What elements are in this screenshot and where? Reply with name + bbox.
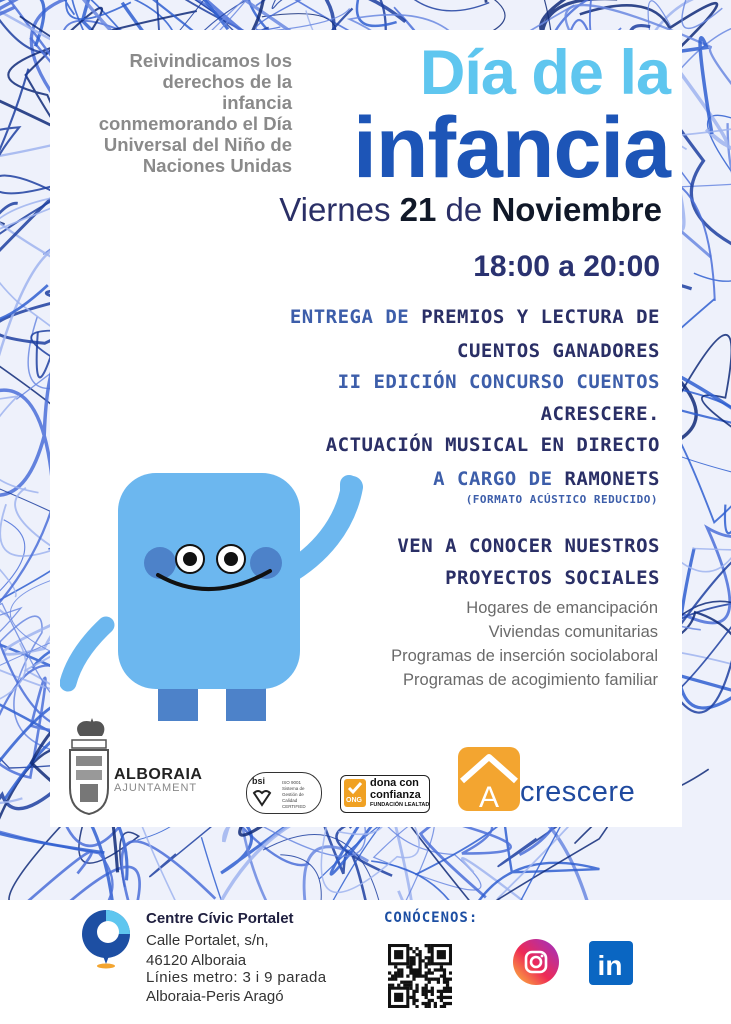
qr-module <box>449 990 452 993</box>
qr-module <box>412 959 415 962</box>
qr-module <box>394 950 403 959</box>
qr-module <box>406 984 409 987</box>
qr-module <box>449 996 452 999</box>
ong-title: dona con confianza <box>370 777 421 801</box>
qr-module <box>415 974 418 977</box>
qr-module <box>418 959 421 962</box>
qr-module <box>443 990 446 993</box>
qr-module <box>412 1002 415 1005</box>
qr-module <box>428 1002 431 1005</box>
qr-module <box>428 959 431 962</box>
scribble-stroke <box>678 335 731 502</box>
qr-module <box>449 971 452 974</box>
venue-name: Centre Cívic Portalet <box>146 910 294 927</box>
qr-module <box>391 974 394 977</box>
qr-module <box>422 1002 425 1005</box>
date-connector: de <box>436 191 492 228</box>
qr-module <box>418 971 421 974</box>
project-item: Viviendas comunitarias <box>488 623 658 641</box>
location-pin-icon <box>78 908 134 970</box>
date-day: 21 <box>399 191 437 228</box>
qr-module <box>409 965 412 968</box>
qr-module <box>397 971 400 974</box>
qr-module <box>443 978 446 981</box>
qr-module <box>412 956 415 959</box>
qr-module <box>415 953 418 956</box>
qr-module <box>434 968 437 971</box>
qr-module <box>422 987 425 990</box>
qr-module <box>422 974 425 977</box>
qr-module <box>428 978 431 981</box>
qr-module <box>443 974 446 977</box>
qr-module <box>425 971 428 974</box>
qr-module <box>412 996 415 999</box>
qr-module <box>431 987 434 990</box>
qr-module <box>425 993 428 996</box>
acrescere-letter: A <box>478 781 500 813</box>
qr-module <box>391 984 394 987</box>
qr-module <box>425 974 428 977</box>
qr-module <box>440 999 443 1002</box>
qr-module <box>443 981 446 984</box>
qr-module <box>418 962 421 965</box>
event-date <box>200 188 662 232</box>
qr-module <box>443 971 446 974</box>
intro-line: Naciones Unidas <box>142 155 292 176</box>
qr-module <box>443 996 446 999</box>
intro-line: Universal del Niño de <box>103 134 292 155</box>
qr-module <box>449 1002 452 1005</box>
qr-module <box>406 981 409 984</box>
qr-module <box>409 956 412 959</box>
qr-module <box>409 984 412 987</box>
venue-metro-stop: Alboraia-Peris Aragó <box>146 988 284 1005</box>
qr-module <box>412 999 415 1002</box>
qr-module <box>428 962 431 965</box>
qr-module <box>388 984 391 987</box>
qr-module <box>428 944 431 947</box>
qr-module <box>403 981 406 984</box>
awards-text: Y LECTURA DE <box>504 306 660 328</box>
awards-text: CUENTOS GANADORES <box>457 340 660 362</box>
qr-module <box>388 971 391 974</box>
qr-module <box>446 981 449 984</box>
projects-heading-line: VEN A CONOCER NUESTROS <box>397 535 660 557</box>
qr-module <box>397 984 400 987</box>
qr-module <box>422 990 425 993</box>
qr-module <box>394 965 397 968</box>
contest-text: II EDICIÓN CONCURSO CUENTOS <box>337 371 660 393</box>
music-band: RAMONETS <box>564 468 660 490</box>
venue-address: Calle Portalet, s/n, <box>146 932 269 949</box>
qr-module <box>415 984 418 987</box>
awards-text-strong: PREMIOS <box>421 306 505 328</box>
event-contest <box>250 366 660 430</box>
kitemark-icon <box>252 787 272 807</box>
qr-module <box>437 978 440 981</box>
qr-module <box>415 947 418 950</box>
ong-badge-label: ONG <box>346 797 362 804</box>
qr-module <box>394 971 397 974</box>
qr-module <box>418 956 421 959</box>
alboraia-subtitle: AJUNTAMENT <box>114 782 198 794</box>
intro-line: infancia <box>222 92 292 113</box>
qr-module <box>425 962 428 965</box>
qr-module <box>400 981 403 984</box>
ong-subtitle: FUNDACIÓN LEALTAD <box>370 802 430 808</box>
qr-module <box>415 999 418 1002</box>
qr-module <box>431 971 434 974</box>
qr-module <box>422 993 425 996</box>
qr-module <box>418 965 421 968</box>
qr-module <box>425 990 428 993</box>
date-weekday: Viernes <box>279 191 400 228</box>
qr-module <box>440 996 443 999</box>
date-month: Noviembre <box>491 191 662 228</box>
qr-module <box>425 978 428 981</box>
acrescere-name: crescere <box>520 776 636 808</box>
qr-module <box>400 968 403 971</box>
qr-module <box>394 993 403 1002</box>
music-text: ACTUACIÓN MUSICAL EN DIRECTO <box>325 434 660 456</box>
qr-module <box>434 1002 437 1005</box>
instagram-icon[interactable] <box>512 938 560 986</box>
intro-line: conmemorando el Día <box>98 113 292 134</box>
qr-module <box>425 956 428 959</box>
qr-module <box>406 965 409 968</box>
qr-module <box>425 965 428 968</box>
qr-module <box>394 978 397 981</box>
project-item: Programas de acogimiento familiar <box>403 671 658 689</box>
qr-module <box>412 962 415 965</box>
qr-module <box>434 978 437 981</box>
awards-text: ENTREGA DE <box>289 306 422 328</box>
qr-module <box>409 996 412 999</box>
linkedin-label: in <box>597 950 623 981</box>
qr-module <box>437 968 440 971</box>
qr-module <box>412 950 415 953</box>
qr-module <box>415 987 418 990</box>
qr-module <box>446 978 449 981</box>
qr-module <box>409 968 412 971</box>
check-icon <box>347 781 363 795</box>
qr-module <box>409 962 412 965</box>
qr-module <box>409 981 412 984</box>
qr-module <box>443 1005 446 1008</box>
qr-module <box>443 987 446 990</box>
mascot-illustration <box>60 465 370 727</box>
qr-module <box>412 971 415 974</box>
qr-module <box>431 978 434 981</box>
qr-module <box>422 959 425 962</box>
venue-address: 46120 Alboraia <box>146 952 247 969</box>
qr-module <box>440 993 443 996</box>
qr-module <box>415 968 418 971</box>
qr-module <box>428 971 431 974</box>
qr-module <box>418 974 421 977</box>
qr-module <box>409 947 412 950</box>
qr-module <box>431 990 434 993</box>
qr-module <box>428 968 431 971</box>
qr-module <box>394 974 397 977</box>
alboraia-name: ALBORAIA <box>114 766 203 783</box>
qr-module <box>397 974 400 977</box>
qr-module <box>428 981 431 984</box>
qr-module <box>440 990 443 993</box>
bsi-certification: ISO 9001 Sistema de Gestión de Calidad CERTIFIED <box>282 780 306 809</box>
linkedin-icon[interactable] <box>589 941 635 987</box>
qr-module <box>406 974 409 977</box>
qr-module <box>443 1002 446 1005</box>
qr-module <box>412 990 415 993</box>
qr-module <box>415 990 418 993</box>
qr-module <box>415 1005 418 1008</box>
project-item: Hogares de emancipación <box>466 599 658 617</box>
qr-module <box>400 971 403 974</box>
title-line-1: Día de la <box>419 38 670 108</box>
acrescere-house-icon <box>456 745 522 813</box>
qr-module <box>431 993 434 996</box>
qr-module <box>431 999 434 1002</box>
music-note: (FORMATO ACÚSTICO REDUCIDO) <box>465 493 658 506</box>
qr-module <box>428 947 431 950</box>
qr-module <box>409 959 412 962</box>
projects-heading-line: PROYECTOS SOCIALES <box>445 567 660 589</box>
qr-module <box>437 996 440 999</box>
conocenos-label: CONÓCENOS: <box>384 910 479 926</box>
scribble-stroke <box>329 0 489 11</box>
bsi-label: bsi <box>252 776 266 786</box>
qr-module <box>409 971 412 974</box>
qr-module <box>425 1002 428 1005</box>
scribble-stroke <box>0 852 92 900</box>
qr-module <box>409 987 412 990</box>
qr-module <box>412 974 415 977</box>
intro-line: derechos de la <box>162 71 292 92</box>
qr-module <box>418 953 421 956</box>
qr-module <box>446 996 449 999</box>
qr-module <box>418 968 421 971</box>
qr-module <box>425 987 428 990</box>
qr-module <box>440 965 443 968</box>
qr-module <box>425 1005 428 1008</box>
qr-module <box>446 1002 449 1005</box>
qr-module <box>443 968 446 971</box>
qr-module <box>418 950 421 953</box>
qr-module <box>434 1005 437 1008</box>
qr-module <box>428 1005 431 1008</box>
qr-module <box>412 993 415 996</box>
project-item: Programas de inserción sociolaboral <box>391 647 658 665</box>
qr-module <box>388 978 391 981</box>
qr-module <box>440 974 443 977</box>
intro-text <box>64 50 292 176</box>
qr-module <box>446 984 449 987</box>
qr-module <box>403 984 406 987</box>
qr-module <box>440 968 443 971</box>
qr-module <box>449 978 452 981</box>
qr-module <box>437 990 440 993</box>
contest-text: ACRESCERE. <box>540 403 660 425</box>
title-line-2: infancia <box>353 100 670 196</box>
event-time: 18:00 a 20:00 <box>473 250 660 283</box>
qr-module <box>391 978 394 981</box>
qr-module <box>425 944 428 947</box>
qr-module <box>425 984 428 987</box>
qr-module <box>412 968 415 971</box>
qr-module <box>449 987 452 990</box>
qr-code-icon[interactable] <box>388 944 452 1008</box>
qr-module <box>415 971 418 974</box>
qr-module <box>412 978 415 981</box>
qr-module <box>428 950 431 953</box>
qr-module <box>428 956 431 959</box>
qr-module <box>397 968 400 971</box>
qr-module <box>428 990 431 993</box>
music-text: A CARGO DE <box>433 468 565 490</box>
intro-line: Reivindicamos los <box>129 50 292 71</box>
alboraia-crest-icon <box>62 716 116 816</box>
qr-module <box>428 999 431 1002</box>
qr-module <box>437 981 440 984</box>
qr-module <box>425 996 428 999</box>
qr-module <box>440 1005 443 1008</box>
venue-metro: Línies metro: 3 i 9 parada <box>146 969 327 986</box>
qr-module <box>437 950 446 959</box>
qr-module <box>400 974 403 977</box>
qr-module <box>446 990 449 993</box>
event-awards <box>220 300 660 368</box>
qr-module <box>446 987 449 990</box>
